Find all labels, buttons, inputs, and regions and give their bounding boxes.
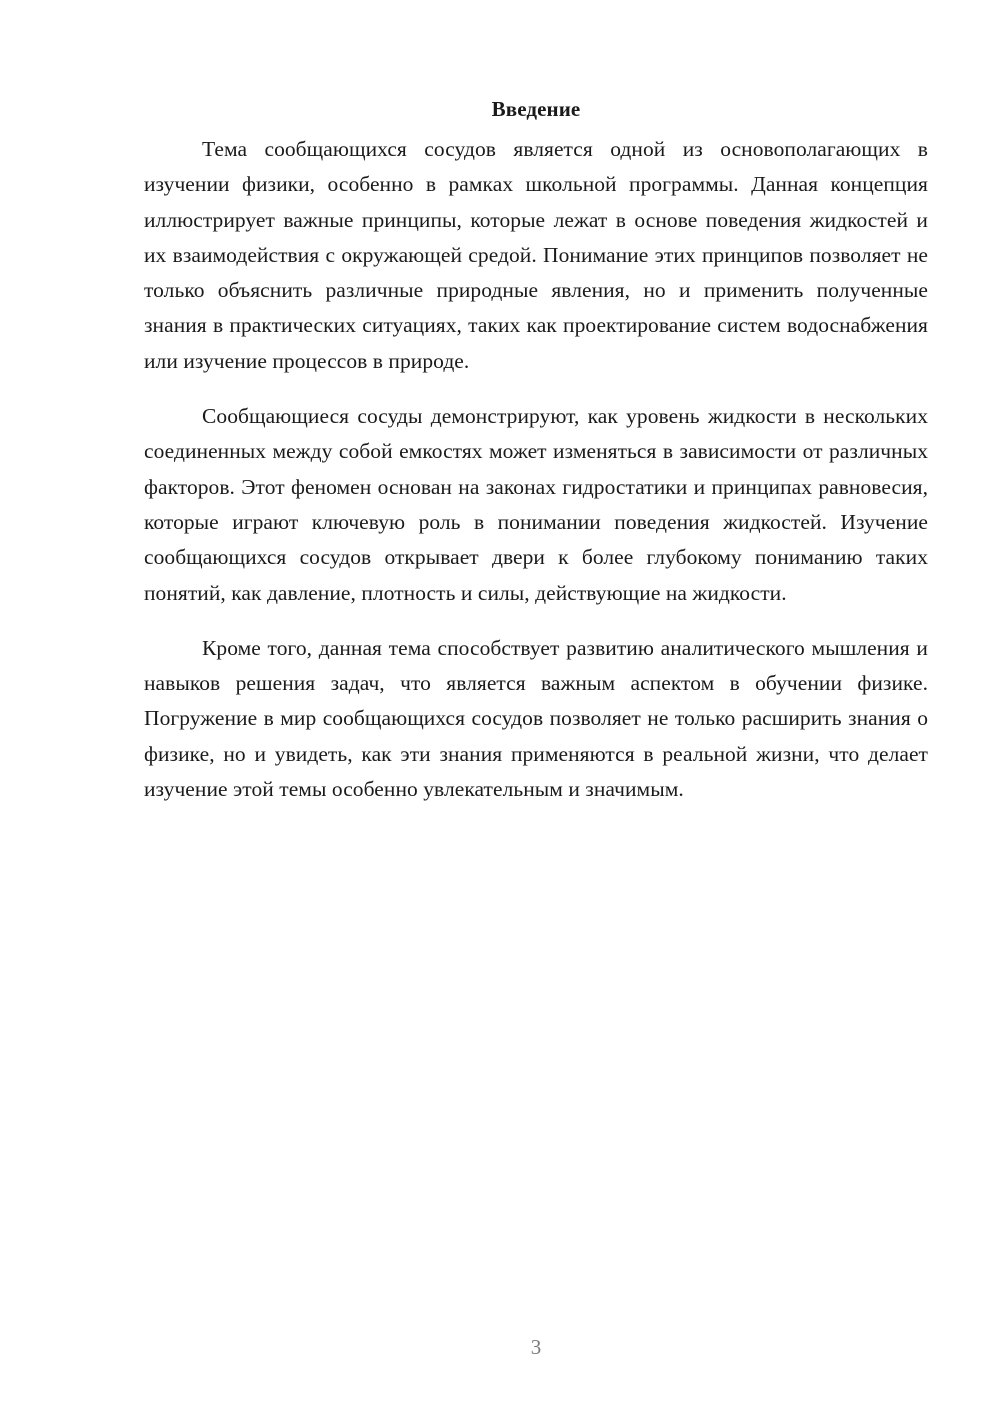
page-content (144, 92, 928, 827)
paragraph-1: Тема сообщающихся сосудов является одной из основополагающих в изучении физики, особенно в рамках школьной программы. Данная концепция иллюстрирует важные принципы, которые лежат в основе поведения жидкостей и их взаимодействия с окружающей средой. Понимание этих принципов позволяет не только объяснить различные природные явления, но и применить полученные знания в практических ситуациях, таких как проектирование систем водоснабжения или изучение процессов в природе. (144, 137, 928, 373)
page-number: 3 (530, 1335, 542, 1359)
paragraph-3: Кроме того, данная тема способствует развитию аналитического мышления и навыков решения задач, что является важным аспектом в обучении физике. Погружение в мир сообщающихся сосудов позволяет не только расширить знания о физике, но и увидеть, как эти знания применяются в реальной жизни, что делает изучение этой темы особенно увлекательным и значимым. (144, 635, 928, 802)
paragraph-2: Сообщающиеся сосуды демонстрируют, как уровень жидкости в нескольких соединенных между собой емкостях может изменяться в зависимости от различных факторов. Этот феномен основан на законах гидростатики и принципах равновесия, которые играют ключевую роль в понимании поведения жидкостей. Изучение сообщающихся сосудов открывает двери к более глубокому пониманию таких понятий, как давление, плотность и силы, действующие на жидкости. (144, 404, 928, 605)
section-heading: Введение (491, 97, 581, 121)
